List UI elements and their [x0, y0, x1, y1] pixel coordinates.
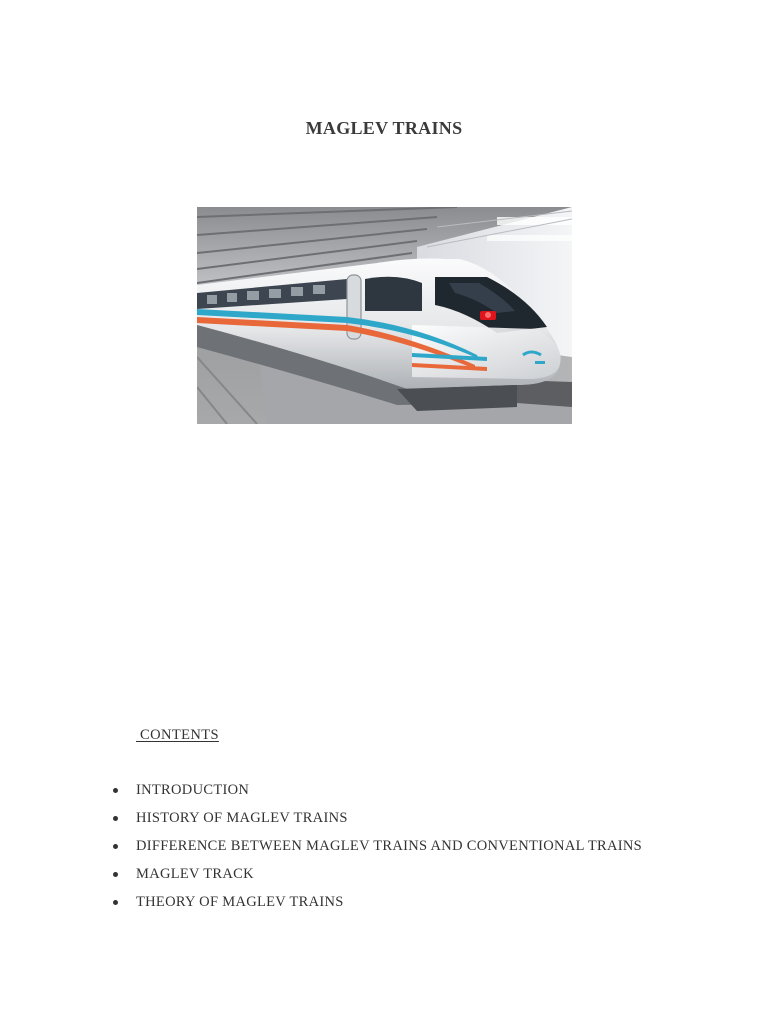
- contents-item-maglev-track: [110, 864, 642, 892]
- maglev-train-photo: [197, 207, 572, 424]
- contents-item-label: THEORY OF MAGLEV TRAINS: [136, 894, 344, 910]
- bullet-icon: [113, 900, 118, 905]
- contents-list: [110, 780, 642, 920]
- contents-heading: CONTENTS: [136, 727, 219, 743]
- bullet-icon: [113, 844, 118, 849]
- contents-item-label: DIFFERENCE BETWEEN MAGLEV TRAINS AND CONVENTIONAL TRAINS: [136, 838, 643, 854]
- contents-item-theory: [110, 892, 642, 920]
- bullet-icon: [113, 872, 118, 877]
- contents-item-history: [110, 808, 642, 836]
- contents-item-label: MAGLEV TRACK: [136, 866, 254, 882]
- contents-item-introduction: [110, 780, 642, 808]
- page-title: MAGLEV TRAINS: [305, 118, 463, 138]
- contents-item-difference: [110, 836, 642, 864]
- contents-item-label: INTRODUCTION: [136, 782, 250, 798]
- bullet-icon: [113, 816, 118, 821]
- contents-item-label: HISTORY OF MAGLEV TRAINS: [136, 810, 348, 826]
- bullet-icon: [113, 788, 118, 793]
